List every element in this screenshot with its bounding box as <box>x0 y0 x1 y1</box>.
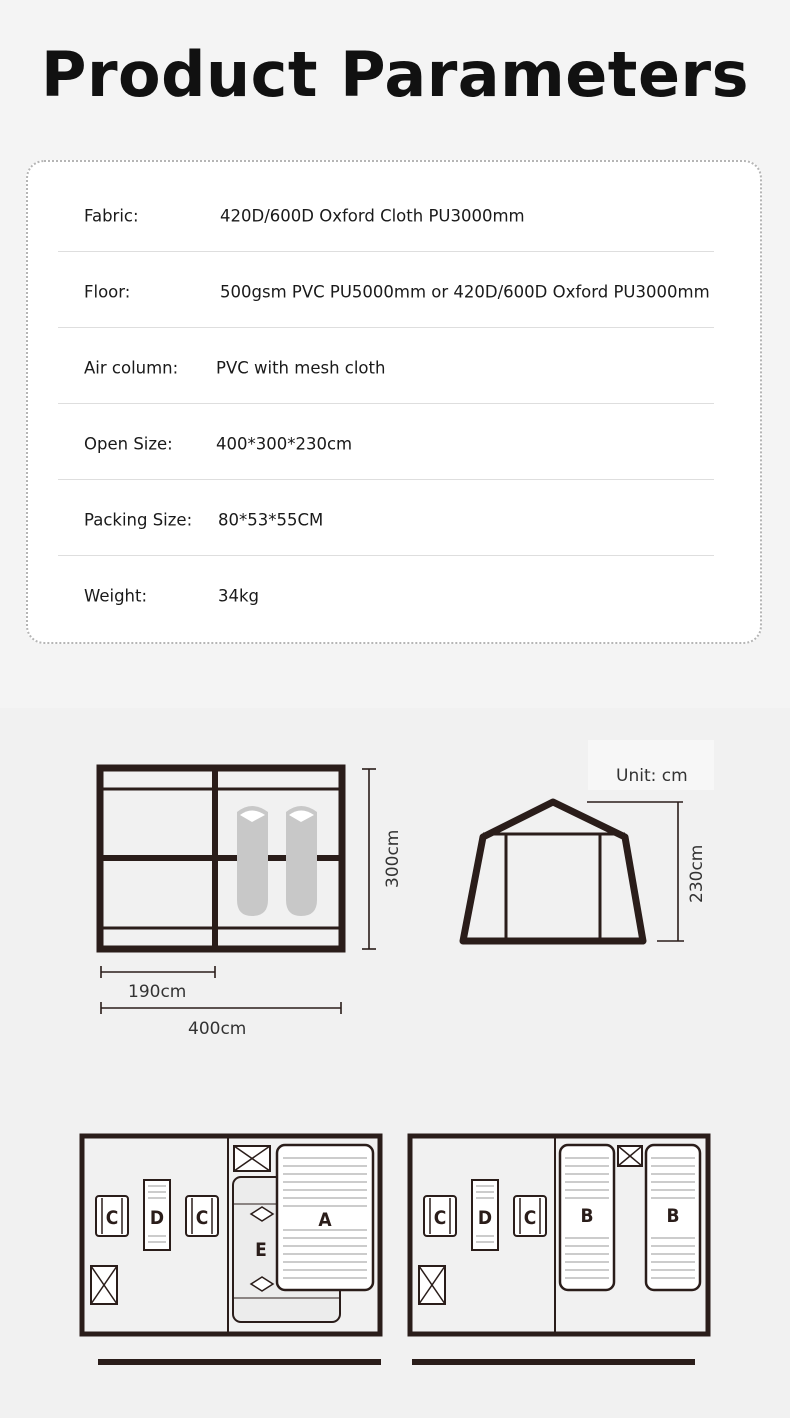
param-value: 400*300*230cm <box>216 434 353 454</box>
layout-underline-left <box>98 1359 381 1365</box>
param-label: Fabric: <box>84 206 139 226</box>
layout-letter: D <box>149 1207 165 1229</box>
depth-dimension-line <box>362 769 376 949</box>
param-value: 420D/600D Oxford Cloth PU3000mm <box>220 206 525 226</box>
param-label: Air column: <box>84 358 179 378</box>
param-value: 500gsm PVC PU5000mm or 420D/600D Oxford PU3000mm <box>220 282 710 302</box>
unit-label: Unit: cm <box>616 766 688 786</box>
floor-width-label: 400cm <box>188 1019 247 1039</box>
depth-label: 300cm <box>383 829 403 888</box>
layout-letter: D <box>477 1207 493 1229</box>
room-width-label: 190cm <box>128 982 187 1002</box>
layout-letter: C <box>523 1207 537 1229</box>
layout-letter: C <box>433 1207 447 1229</box>
layout-letter: E <box>255 1239 267 1261</box>
layout-letter: C <box>105 1207 119 1229</box>
page-title: Product Parameters <box>41 38 749 111</box>
param-label: Packing Size: <box>84 510 193 530</box>
tent-side-view <box>463 802 643 941</box>
param-value: 34kg <box>218 586 260 606</box>
param-label: Floor: <box>84 282 131 302</box>
param-label: Open Size: <box>84 434 173 454</box>
height-label: 230cm <box>687 844 707 903</box>
layout-letter: B <box>580 1205 594 1227</box>
layout-letter: C <box>195 1207 209 1229</box>
param-value: 80*53*55CM <box>218 510 324 530</box>
layout-letter: A <box>318 1209 332 1231</box>
layout-letter: B <box>666 1205 680 1227</box>
param-label: Weight: <box>84 586 148 606</box>
param-value: PVC with mesh cloth <box>216 358 386 378</box>
sleeping-bag-icon <box>240 811 314 823</box>
layout-underline-right <box>412 1359 695 1365</box>
